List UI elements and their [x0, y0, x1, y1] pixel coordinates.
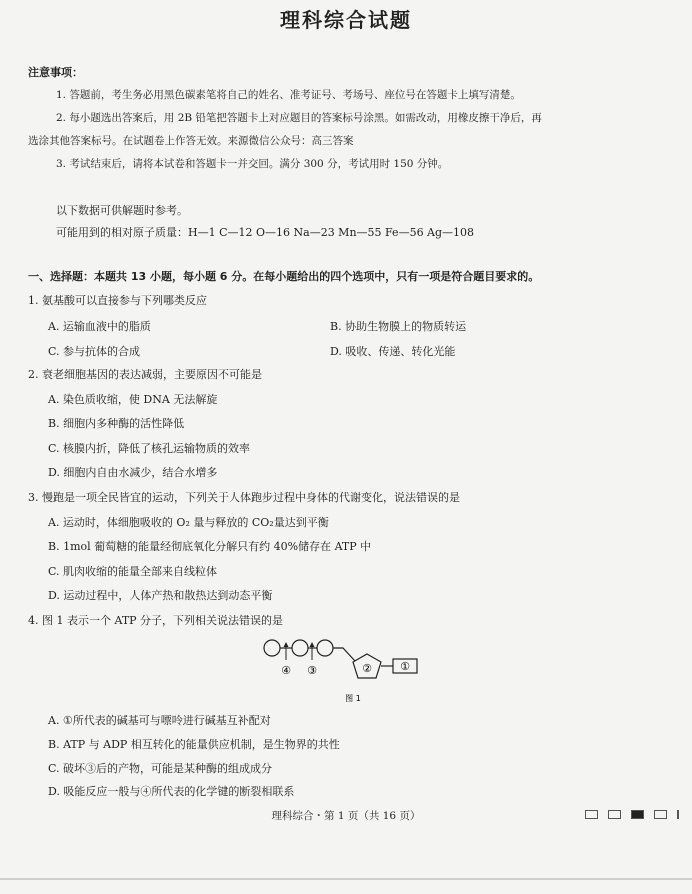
question-1-option-a: A. 运输血液中的脂质 — [48, 320, 151, 333]
section-heading: 一、选择题：本题共 13 小题，每小题 6 分。在每小题给出的四个选项中，只有一项是符合题目要求的。 — [28, 270, 540, 283]
question-4-option-d: D. 吸能反应一般与④所代表的化学键的断裂相联系 — [48, 785, 295, 798]
page-footer: 理科综合・第 1 页（共 16 页） — [271, 810, 421, 822]
question-3-option-d: D. 运动过程中，人体产热和散热达到动态平衡 — [48, 589, 273, 602]
question-2-option-c: C. 核膜内折，降低了核孔运输物质的效率 — [48, 442, 251, 455]
notice-heading: 注意事项： — [28, 66, 83, 79]
phosphate-circle-1 — [264, 640, 280, 656]
notice-item-2a: 2. 每小题选出答案后，用 2B 铅笔把答题卡上对应题目的答案标号涂黑。如需改动，用橡皮擦干净后，再 — [56, 112, 542, 124]
question-4-option-b: B. ATP 与 ADP 相互转化的能量供应机制，是生物界的共性 — [48, 738, 340, 751]
question-3-option-a: A. 运动时，体细胞吸收的 O₂ 量与释放的 CO₂量达到平衡 — [48, 516, 329, 529]
question-4-stem: 4. 图 1 表示一个 ATP 分子，下列相关说法错误的是 — [28, 614, 284, 627]
label-2: ② — [362, 662, 372, 675]
question-2-stem: 2. 衰老细胞基因的表达减弱，主要原因不可能是 — [28, 368, 262, 381]
question-4-option-a: A. ①所代表的碱基可与嘌呤进行碱基互补配对 — [48, 714, 271, 727]
figure-caption: 图 1 — [345, 694, 361, 703]
question-2-option-b: B. 细胞内多种酶的活性降低 — [48, 417, 185, 430]
question-2-option-a: A. 染色质收缩，使 DNA 无法解旋 — [48, 393, 218, 406]
question-4-option-c: C. 破坏③后的产物，可能是某种酶的组成成分 — [48, 762, 273, 775]
marker-square — [585, 810, 598, 819]
question-1-option-c: C. 参与抗体的合成 — [48, 345, 141, 358]
reference-intro: 以下数据可供解题时参考。 — [56, 204, 188, 217]
notice-item-3: 3. 考试结束后，请将本试卷和答题卡一并交回。满分 300 分，考试用时 150 分钟。 — [56, 158, 449, 170]
notice-item-2b: 选涂其他答案标号。在试题卷上作答无效。来源微信公众号：高三答案 — [28, 135, 354, 147]
page-marker-squares — [585, 810, 679, 819]
label-4: ④ — [281, 664, 291, 677]
atomic-masses: 可能用到的相对原子质量：H—1 C—12 O—16 Na—23 Mn—55 Fe—56 Ag—108 — [56, 226, 475, 239]
marker-square-filled — [631, 810, 644, 819]
page-title: 理科综合试题 — [280, 8, 412, 32]
question-3-option-c: C. 肌肉收缩的能量全部来自线粒体 — [48, 565, 218, 578]
atp-figure — [255, 630, 430, 705]
question-3-option-b: B. 1mol 葡萄糖的能量经彻底氧化分解只有约 40%储存在 ATP 中 — [48, 540, 372, 553]
page-bottom-edge — [0, 878, 692, 880]
phosphate-circle-2 — [292, 640, 308, 656]
question-3-stem: 3. 慢跑是一项全民皆宜的运动，下列关于人体跑步过程中身体的代谢变化，说法错误的是 — [28, 491, 460, 504]
marker-bar — [677, 810, 679, 819]
marker-square — [654, 810, 667, 819]
question-2-option-d: D. 细胞内自由水减少，结合水增多 — [48, 466, 218, 479]
question-1-stem: 1. 氨基酸可以直接参与下列哪类反应 — [28, 294, 207, 307]
question-1-option-d: D. 吸收、传递、转化光能 — [330, 345, 456, 358]
label-1: ① — [400, 660, 410, 673]
notice-item-1: 1. 答题前，考生务必用黑色碳素笔将自己的姓名、准考证号、考场号、座位号在答题卡上填写清楚。 — [56, 89, 521, 101]
marker-square — [608, 810, 621, 819]
label-3: ③ — [307, 664, 317, 677]
phosphate-circle-3 — [317, 640, 333, 656]
question-1-option-b: B. 协助生物膜上的物质转运 — [330, 320, 467, 333]
